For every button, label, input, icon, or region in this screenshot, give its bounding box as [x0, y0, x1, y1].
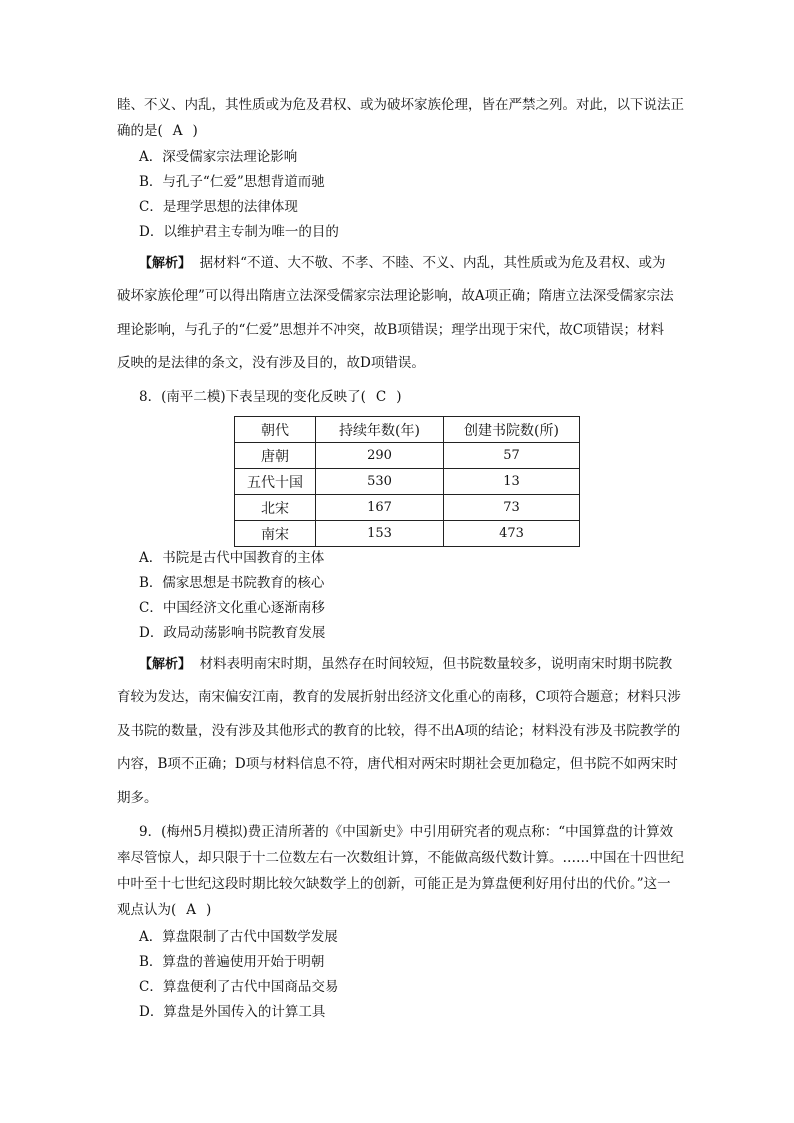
table-cell-academies: 473 [444, 521, 580, 547]
q8-stem [139, 387, 402, 407]
table-cell-academies: 57 [444, 443, 580, 469]
q7-option-a: A．深受儒家宗法理论影响 [139, 149, 298, 165]
q9-option-b: B．算盘的普遍使用开始于明朝 [139, 954, 325, 970]
q8-option-d: D．政局动荡影响书院教育发展 [139, 625, 326, 641]
q7-analysis-line-3: 理论影响，与孔子的“仁爱”思想并不冲突，故B项错误；理学出现于宋代，故C项错误；材料 [117, 322, 665, 338]
table-cell-dynasty: 唐朝 [235, 443, 316, 469]
table-cell-years: 167 [316, 495, 444, 521]
table-cell-academies: 73 [444, 495, 580, 521]
q8-answer: C [375, 389, 387, 405]
q9-answer: A [186, 902, 197, 918]
q9-stem-suffix: ) [206, 902, 212, 918]
q7-option-b: B．与孔子“仁爱”思想背道而驰 [139, 174, 325, 190]
q7-stem-line-1: 睦、不义、内乱，其性质或为危及君权、或为破坏家族伦理，皆在严禁之列。对此，以下说法正 [117, 97, 684, 113]
q8-analysis-line-2: 育较为发达，南宋偏安江南，教育的发展折射出经济文化重心的南移，C项符合题意；材料只涉 [117, 689, 681, 705]
q7-stem-line-2 [117, 121, 198, 141]
q7-analysis-text-1: 据材料“不道、大不敬、不孝、不睦、不义、内乱，其性质或为危及君权、或为 [199, 255, 666, 271]
q8-stem-prefix: 8．(南平二模)下表呈现的变化反映了( [139, 389, 366, 405]
table-cell-dynasty: 五代十国 [235, 469, 316, 495]
table-header-academies: 创建书院数(所) [444, 417, 580, 443]
table-row [235, 495, 580, 521]
q7-analysis-line-1 [139, 253, 666, 274]
q9-stem-prefix: 观点认为( [117, 902, 177, 918]
q8-option-b: B．儒家思想是书院教育的核心 [139, 575, 325, 591]
table-row [235, 443, 580, 469]
table-cell-dynasty: 北宋 [235, 495, 316, 521]
table-cell-years: 290 [316, 443, 444, 469]
table-row [235, 521, 580, 547]
q7-analysis-tag: 【解析】 [139, 256, 192, 271]
q8-option-c: C．中国经济文化重心逐渐南移 [139, 600, 325, 616]
table-cell-dynasty: 南宋 [235, 521, 316, 547]
table-header-dynasty: 朝代 [235, 417, 316, 443]
dynasty-academy-table [234, 416, 580, 547]
table-header-row [235, 417, 580, 443]
q9-stem-line-2: 率尽管惊人，却只限于十二位数左右一次数组计算，不能做高级代数计算。……中国在十四世纪 [117, 850, 684, 866]
q8-analysis-tag: 【解析】 [139, 657, 192, 672]
q9-stem-line-3: 中叶至十七世纪这段时期比较欠缺数学上的创新，可能正是为算盘便利好用付出的代价。”这一 [117, 876, 671, 892]
q7-analysis-line-2: 破坏家族伦理”可以得出隋唐立法深受儒家宗法理论影响，故A项正确；隋唐立法深受儒家宗法 [117, 288, 674, 304]
q9-option-c: C．算盘便利了古代中国商品交易 [139, 979, 339, 995]
q7-stem-prefix: 确的是( [117, 123, 163, 139]
q8-analysis-line-5: 期多。 [117, 790, 158, 806]
q8-stem-suffix: ) [396, 389, 402, 405]
table-cell-years: 530 [316, 469, 444, 495]
q9-stem-line-4 [117, 900, 211, 920]
q9-option-d: D．算盘是外国传入的计算工具 [139, 1004, 326, 1020]
q8-analysis-line-1 [139, 654, 672, 675]
table-cell-years: 153 [316, 521, 444, 547]
q8-analysis-line-4: 内容，B项不正确；D项与材料信息不符，唐代相对两宋时期社会更加稳定，但书院不如两宋时 [117, 756, 678, 772]
q7-analysis-line-4: 反映的是法律的条文，没有涉及目的，故D项错误。 [117, 355, 425, 371]
q8-analysis-text-1: 材料表明南宋时期，虽然存在时间较短，但书院数量较多，说明南宋时期书院教 [199, 656, 673, 672]
q8-analysis-line-3: 及书院的数量，没有涉及其他形式的教育的比较，得不出A项的结论；材料没有涉及书院教学的 [117, 723, 681, 739]
q8-option-a: A．书院是古代中国教育的主体 [139, 550, 325, 566]
table-cell-academies: 13 [444, 469, 580, 495]
table-row [235, 469, 580, 495]
table-header-years: 持续年数(年) [316, 417, 444, 443]
q9-stem-line-1: 9．(梅州5月模拟)费正清所著的《中国新史》中引用研究者的观点称：“中国算盘的计算效 [139, 824, 674, 840]
q7-stem-suffix: ) [192, 123, 198, 139]
q9-option-a: A．算盘限制了古代中国数学发展 [139, 929, 338, 945]
q7-option-d: D．以维护君主专制为唯一的目的 [139, 224, 339, 240]
q7-answer: A [172, 123, 183, 139]
q7-option-c: C．是理学思想的法律体现 [139, 199, 298, 215]
